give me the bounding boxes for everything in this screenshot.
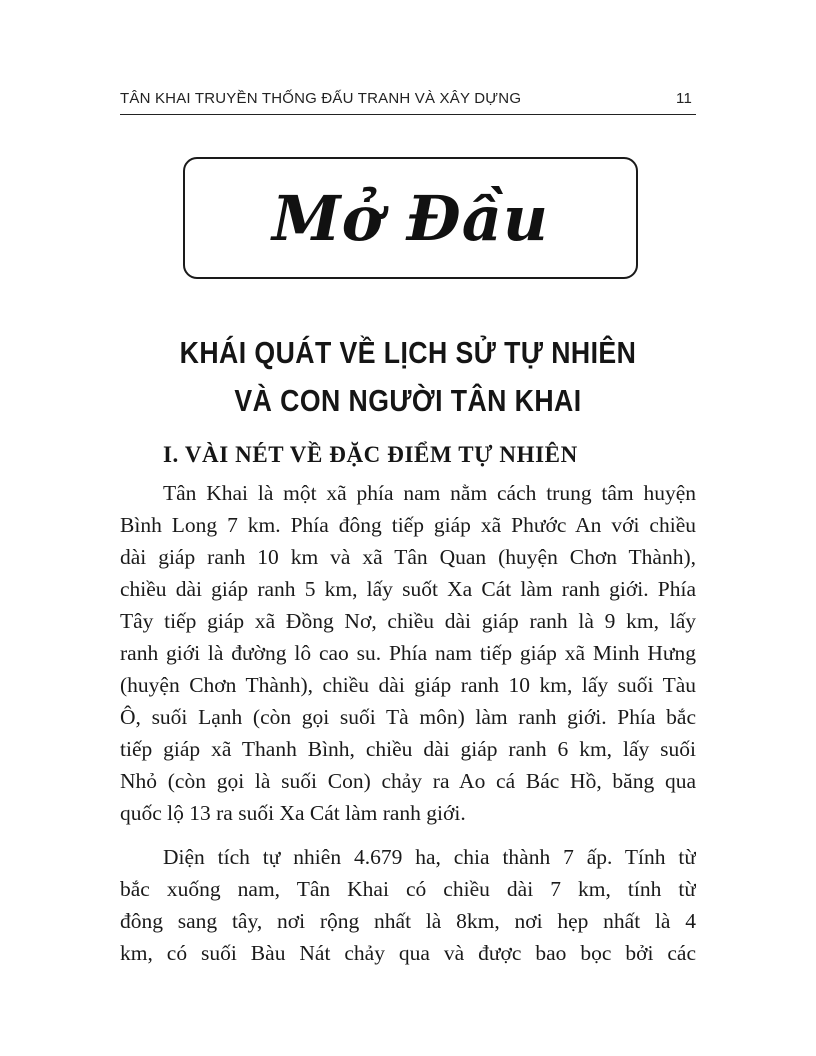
running-head — [120, 88, 696, 115]
paragraph-line: ranh giới là đường lô cao su. Phía nam tiếp giáp xã Minh Hưng — [120, 641, 696, 665]
section-heading: I. VÀI NÉT VỀ ĐẶC ĐIỂM TỰ NHIÊN — [163, 442, 578, 467]
chapter-title: Mở Đầu — [271, 182, 549, 255]
paragraph-line: quốc lộ 13 ra suối Xa Cát làm ranh giới. — [120, 801, 466, 825]
paragraph-line: đông sang tây, nơi rộng nhất là 8km, nơi hẹp nhất là 4 — [120, 909, 696, 933]
paragraph-line: (huyện Chơn Thành), chiều dài giáp ranh 10 km, lấy suối Tàu — [120, 673, 696, 697]
paragraph-line: Bình Long 7 km. Phía đông tiếp giáp xã Phước An với chiều — [120, 513, 696, 537]
paragraph-line: bắc xuống nam, Tân Khai có chiều dài 7 km, tính từ — [120, 877, 696, 901]
paragraph-line: dài giáp ranh 10 km và xã Tân Quan (huyện Chơn Thành), — [120, 545, 696, 569]
paragraph-line: chiều dài giáp ranh 5 km, lấy suốt Xa Cát làm ranh giới. Phía — [120, 577, 696, 601]
paragraph-line: km, có suối Bàu Nát chảy qua và được bao bọc bởi các — [120, 941, 696, 965]
paragraph-line: Diện tích tự nhiên 4.679 ha, chia thành 7 ấp. Tính từ — [163, 845, 696, 869]
paragraph-line: Tân Khai là một xã phía nam nằm cách trung tâm huyện — [163, 481, 696, 505]
main-heading-line-2: VÀ CON NGƯỜI TÂN KHAI — [234, 383, 582, 418]
chapter-title-box — [183, 157, 638, 279]
main-heading-line-1: KHÁI QUÁT VỀ LỊCH SỬ TỰ NHIÊN — [179, 335, 637, 370]
running-head-title: TÂN KHAI TRUYỀN THỐNG ĐẤU TRANH VÀ XÂY DỰNG — [120, 90, 522, 107]
page-number: 11 — [676, 90, 692, 107]
paragraph-line: Tây tiếp giáp xã Đồng Nơ, chiều dài giáp ranh là 9 km, lấy — [120, 609, 696, 633]
paragraph-line: Nhỏ (còn gọi là suối Con) chảy ra Ao cá Bác Hồ, băng qua — [120, 769, 696, 793]
paragraph-line: Ô, suối Lạnh (còn gọi suối Tà môn) làm ranh giới. Phía bắc — [120, 705, 696, 729]
paragraph-line: tiếp giáp xã Thanh Bình, chiều dài giáp ranh 6 km, lấy suối — [120, 737, 696, 761]
